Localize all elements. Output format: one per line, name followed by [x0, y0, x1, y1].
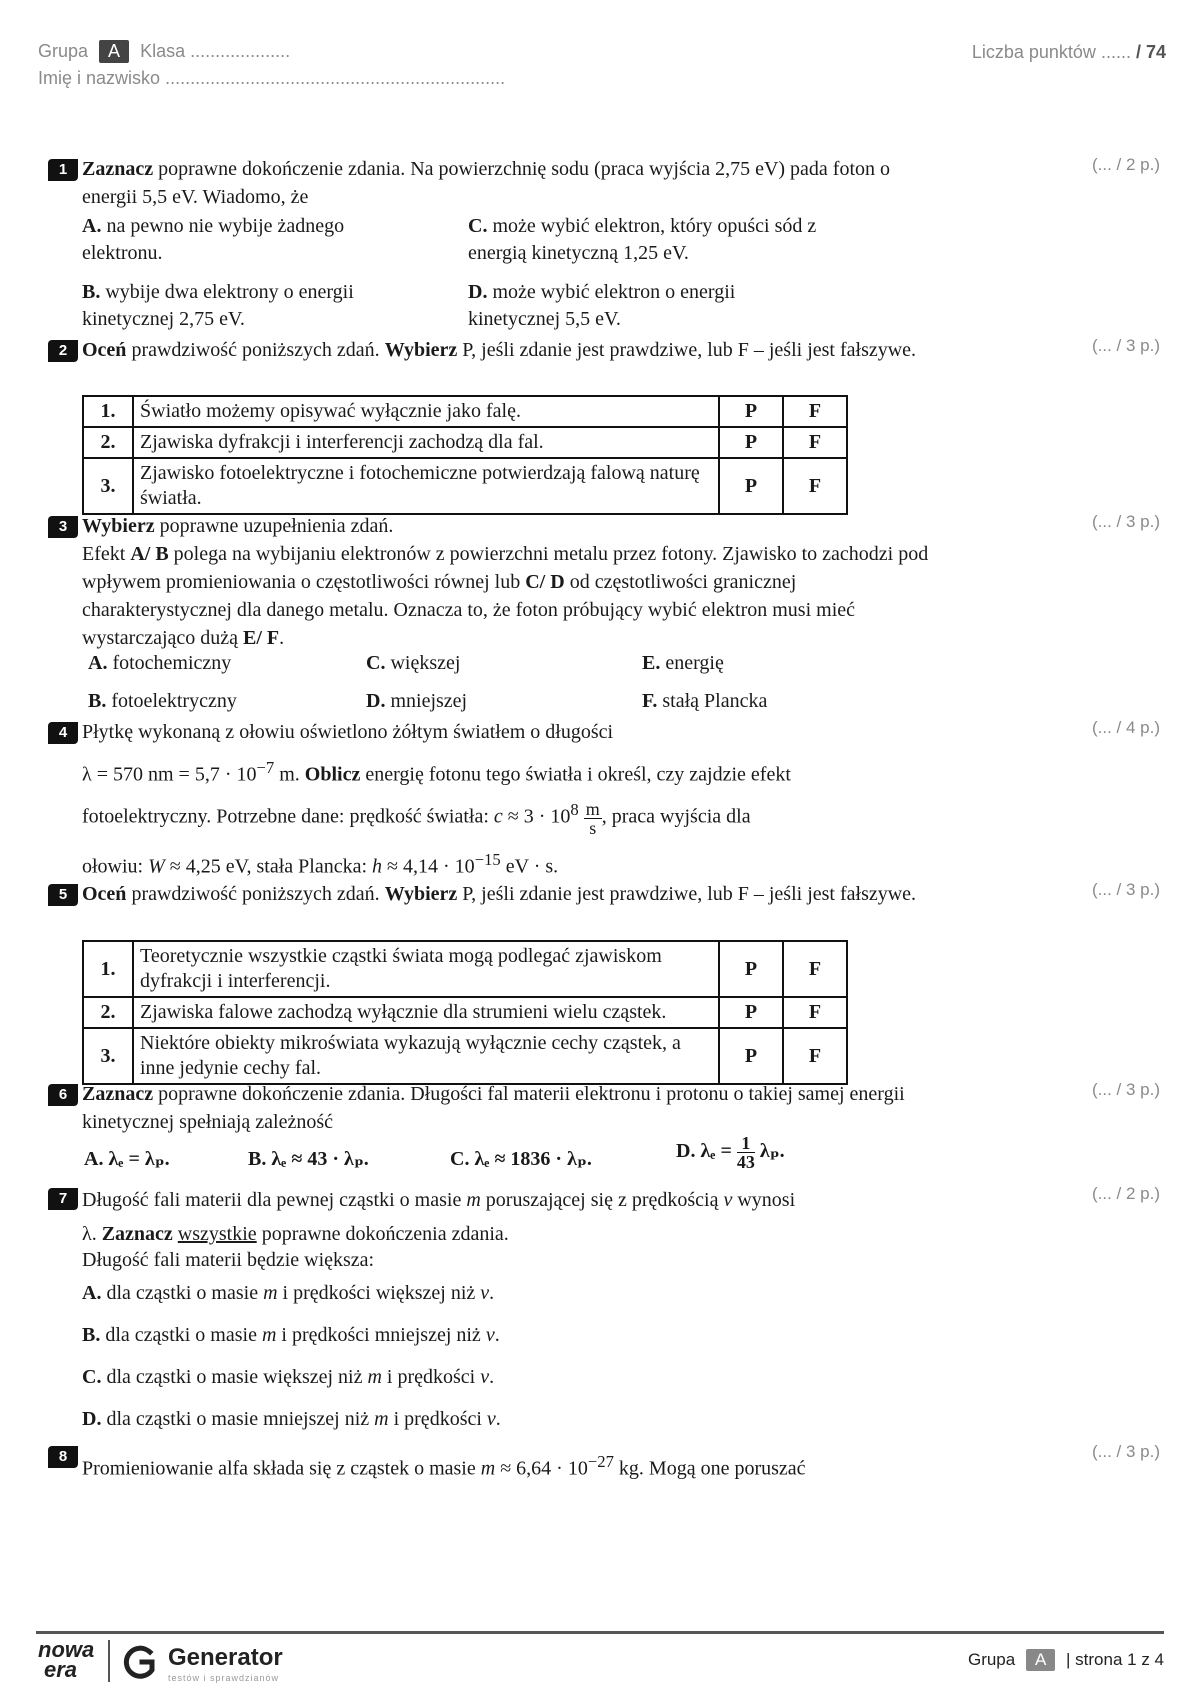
question-text: Zaznacz poprawne dokończenie zdania. Długości fal materii elektronu i protonu o takiej samej energii kinetycznej spełniają zależność [82, 1083, 905, 1133]
unit-fraction: $\frac{m}{s}$ [585, 798, 600, 838]
true-option[interactable]: P [719, 1028, 783, 1084]
option-a[interactable]: A. na pewno nie wybije żadnego elektronu. [82, 215, 345, 264]
question-number: 5 [48, 884, 78, 906]
header-points: Liczba punktów ...... / 74 [971, 42, 1166, 62]
option-b[interactable]: B. wybije dwa elektrony o energii kinetycznej 2,75 eV. [82, 281, 354, 330]
points-box[interactable]: (... / 3 p.) [1091, 1442, 1160, 1461]
option-e[interactable]: E. energię [642, 652, 724, 674]
question-text: Promieniowanie alfa składa się z cząstek o masie $m \approx 6,64 \cdot 10^{-27}$ kg. Mogą one poruszać [82, 1452, 806, 1480]
false-option[interactable]: F [783, 997, 847, 1028]
question-number: 2 [48, 340, 78, 362]
question-number: 8 [48, 1446, 78, 1468]
question-number: 1 [48, 159, 78, 181]
option-a[interactable]: A. dla cząstki o masie m i prędkości większej niż v. [82, 1282, 495, 1304]
question-text-line1: Długość fali materii dla pewnej cząstki o masie m poruszającej się z prędkością v wynosi [82, 1189, 796, 1211]
false-option[interactable]: F [783, 941, 847, 997]
choice-cd: C/ D [525, 571, 565, 593]
true-option[interactable]: P [719, 427, 783, 458]
choice-ef: E/ F [243, 627, 280, 649]
option-d[interactable]: D. dla cząstki o masie mniejszej niż m i prędkości v. [82, 1408, 501, 1430]
group-badge: A [99, 40, 129, 63]
points-box[interactable]: (... / 2 p.) [1091, 1184, 1160, 1203]
header-group: Grupa A Klasa .................... [38, 41, 291, 61]
question-text: Oceń prawdziwość poniższych zdań. Wybierz P, jeśli zdanie jest prawdziwe, lub F – jeśli jest fałszywe. [82, 339, 917, 361]
true-option[interactable]: P [719, 997, 783, 1028]
question-text-line2: λ = 570 nm = $5,7 \cdot 10^{-7}$ m. Oblicz energię fotonu tego światła i określ, czy zajdzie efekt [82, 758, 791, 786]
table-row: 2. Zjawiska falowe zachodzą wyłącznie dla strumieni wielu cząstek. P F [83, 997, 847, 1028]
option-c[interactable]: C. może wybić elektron, który opuści sód z energią kinetyczną 1,25 eV. [468, 215, 817, 264]
page-number: | strona 1 z 4 [1066, 1650, 1164, 1669]
fraction: $\frac{1}{43}$ [736, 1133, 755, 1172]
option-c[interactable]: C. większej [366, 652, 461, 674]
false-option[interactable]: F [783, 1028, 847, 1084]
generator-logo-text: Generator [168, 1644, 283, 1671]
name-field[interactable]: .................................................................... [165, 68, 506, 88]
true-false-table [82, 395, 848, 515]
table-row: 1. Teoretycznie wszystkie cząstki świata mogą podlegać zjawiskom dyfrakcji i interferencji. P F [83, 941, 847, 997]
footer-divider [36, 1631, 1164, 1634]
generator-logo-subtitle: testów i sprawdzianów [168, 1673, 280, 1683]
points-box[interactable]: (... / 2 p.) [1091, 155, 1160, 174]
option-d[interactable]: D. może wybić elektron o energii kinetycznej 5,5 eV. [468, 281, 736, 330]
option-c[interactable]: C. dla cząstki o masie większej niż m i prędkości v. [82, 1366, 495, 1388]
logo-separator [108, 1640, 110, 1682]
points-box[interactable]: (... / 3 p.) [1091, 1080, 1160, 1099]
points-box[interactable]: (... / 4 p.) [1091, 718, 1160, 737]
option-d[interactable]: D. λₑ = $\frac{1}{43}$ λₚ. [676, 1133, 785, 1172]
footer-page-info: Grupa A | strona 1 z 4 [967, 1650, 1164, 1669]
question-number: 3 [48, 516, 78, 538]
option-a[interactable]: A. fotochemiczny [88, 652, 232, 674]
option-f[interactable]: F. stałą Plancka [642, 690, 768, 712]
table-row: 3. Zjawisko fotoelektryczne i fotochemiczne potwierdzają falową naturę światła. P F [83, 458, 847, 514]
question-number: 4 [48, 722, 78, 744]
true-option[interactable]: P [719, 458, 783, 514]
question-text: Oceń prawdziwość poniższych zdań. Wybierz P, jeśli zdanie jest prawdziwe, lub F – jeśli jest fałszywe. [82, 883, 917, 905]
question-number: 6 [48, 1084, 78, 1106]
question-text-line2: λ. Zaznacz wszystkie poprawne dokończenia zdania. [82, 1223, 509, 1245]
table-row: 1. Światło możemy opisywać wyłącznie jako falę. P F [83, 396, 847, 427]
true-option[interactable]: P [719, 396, 783, 427]
points-field[interactable]: ...... [1100, 42, 1131, 62]
class-field[interactable]: .................... [190, 41, 291, 61]
question-text-line4: ołowiu: W ≈ 4,25 eV, stała Plancka: $h \approx 4,14 \cdot 10^{-15}$ eV · s. [82, 850, 559, 878]
option-a[interactable]: A. λₑ = λₚ. [84, 1148, 170, 1170]
option-b[interactable]: B. fotoelektryczny [88, 690, 237, 712]
table-row: 2. Zjawiska dyfrakcji i interferencji zachodzą dla fal. P F [83, 427, 847, 458]
question-text: Zaznacz poprawne dokończenie zdania. Na powierzchnię sodu (praca wyjścia 2,75 eV) pada foton o energii 5,5 eV. Wiadomo, że [82, 158, 891, 208]
nowa-era-logo: nowa era [38, 1637, 95, 1682]
question-text-line1: Płytkę wykonaną z ołowiu oświetlono żółtym światłem o długości [82, 721, 614, 743]
false-option[interactable]: F [783, 427, 847, 458]
question-text-line3: fotoelektryczny. Potrzebne dane: prędkość światła: $c \approx 3 \cdot 10^8$ $\frac{m}{s}$ , praca wyjścia dla [82, 798, 751, 838]
points-box[interactable]: (... / 3 p.) [1091, 880, 1160, 899]
choice-ab: A/ B [130, 543, 169, 565]
true-option[interactable]: P [719, 941, 783, 997]
option-b[interactable]: B. λₑ ≈ 43 · λₚ. [248, 1148, 369, 1170]
option-c[interactable]: C. λₑ ≈ 1836 · λₚ. [450, 1148, 592, 1170]
question-text-line3: Długość fali materii będzie większa: [82, 1249, 375, 1271]
question-number: 7 [48, 1188, 78, 1210]
header-name: Imię i nazwisko .................................................................... [38, 68, 506, 88]
question-text: Wybierz poprawne uzupełnienia zdań. Efekt A/ B polega na wybijaniu elektronów z powierzchni metalu przez fotony. Zjawisko to zachodzi pod wpływem promieniowania o częstotliwości równej lub C/ D od częstotliwości granicznej charakterystycznej dla danego metalu. Oznacza to, że foton próbujący wybić elektron musi mieć wystarczająco dużą E/ F. [82, 515, 929, 649]
false-option[interactable]: F [783, 458, 847, 514]
generator-g-icon [120, 1642, 164, 1682]
table-row: 3. Niektóre obiekty mikroświata wykazują wyłącznie cechy cząstek, a inne jedynie cechy fal. P F [83, 1028, 847, 1084]
option-b[interactable]: B. dla cząstki o masie m i prędkości mniejszej niż v. [82, 1324, 500, 1346]
option-d[interactable]: D. mniejszej [366, 690, 468, 712]
true-false-table [82, 940, 848, 1085]
points-box[interactable]: (... / 3 p.) [1091, 512, 1160, 531]
points-box[interactable]: (... / 3 p.) [1091, 336, 1160, 355]
false-option[interactable]: F [783, 396, 847, 427]
group-badge: A [1026, 1649, 1055, 1671]
